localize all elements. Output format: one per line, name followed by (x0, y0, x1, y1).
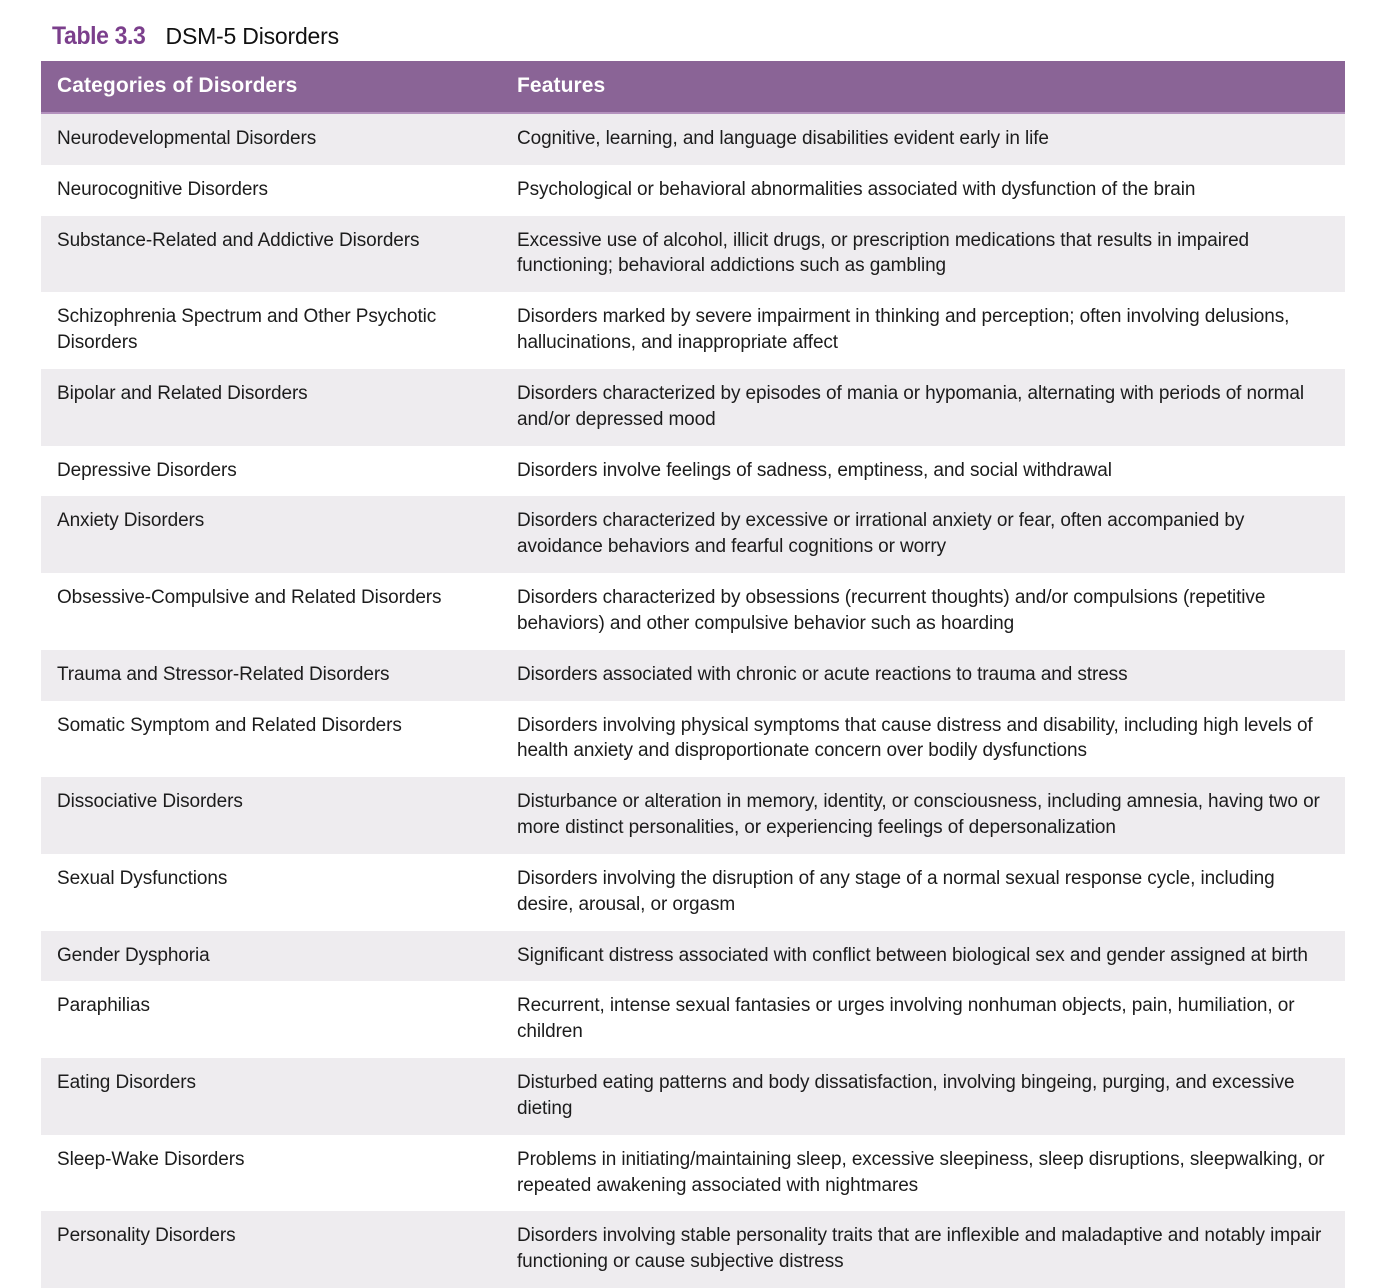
cell-features: Disorders characterized by excessive or irrational anxiety or fear, often accompanied by avoidance behaviors and fearful cognitions or worry (503, 496, 1345, 573)
table-row (41, 1135, 1345, 1212)
cell-category: Obsessive-Compulsive and Related Disorders (41, 573, 503, 650)
table-row (41, 1058, 1345, 1135)
table-row (41, 777, 1345, 854)
cell-features: Disorders involving the disruption of any stage of a normal sexual response cycle, including desire, arousal, or orgasm (503, 854, 1345, 931)
cell-category: Dissociative Disorders (41, 777, 503, 854)
table-row (41, 113, 1345, 165)
table-row (41, 701, 1345, 778)
cell-category: Somatic Symptom and Related Disorders (41, 701, 503, 778)
cell-category: Gender Dysphoria (41, 931, 503, 982)
table-row (41, 981, 1345, 1058)
cell-category: Sleep-Wake Disorders (41, 1135, 503, 1212)
cell-category: Paraphilias (41, 981, 503, 1058)
table-row (41, 446, 1345, 497)
table-row (41, 496, 1345, 573)
cell-category: Schizophrenia Spectrum and Other Psychotic Disorders (41, 292, 503, 369)
cell-category: Personality Disorders (41, 1211, 503, 1288)
cell-features: Significant distress associated with conflict between biological sex and gender assigned at birth (503, 931, 1345, 982)
cell-features: Disturbed eating patterns and body dissatisfaction, involving bingeing, purging, and excessive dieting (503, 1058, 1345, 1135)
table-row (41, 854, 1345, 931)
page-title: DSM-5 Disorders (165, 23, 339, 49)
cell-features: Disorders associated with chronic or acute reactions to trauma and stress (503, 650, 1345, 701)
cell-features: Disorders involve feelings of sadness, emptiness, and social withdrawal (503, 446, 1345, 497)
table-row (41, 292, 1345, 369)
cell-features: Recurrent, intense sexual fantasies or urges involving nonhuman objects, pain, humiliation, or children (503, 981, 1345, 1058)
cell-category: Eating Disorders (41, 1058, 503, 1135)
cell-features: Problems in initiating/maintaining sleep, excessive sleepiness, sleep disruptions, sleepwalking, or repeated awakening associated with nightmares (503, 1135, 1345, 1212)
table-row (41, 650, 1345, 701)
cell-features: Psychological or behavioral abnormalities associated with dysfunction of the brain (503, 165, 1345, 216)
table-number-label: Table 3.3 (52, 22, 146, 50)
table-row (41, 369, 1345, 446)
cell-features: Disorders marked by severe impairment in thinking and perception; often involving delusions, hallucinations, and inappropriate affect (503, 292, 1345, 369)
table-row (41, 216, 1345, 293)
column-header-categories: Categories of Disorders (41, 61, 503, 113)
table-header (41, 61, 1345, 113)
cell-category: Sexual Dysfunctions (41, 854, 503, 931)
cell-category: Depressive Disorders (41, 446, 503, 497)
cell-category: Neurocognitive Disorders (41, 165, 503, 216)
cell-features: Excessive use of alcohol, illicit drugs, or prescription medications that results in impaired functioning; behavioral addictions such as gambling (503, 216, 1345, 293)
table-row (41, 1211, 1345, 1288)
table-caption (0, 0, 1386, 61)
cell-category: Neurodevelopmental Disorders (41, 113, 503, 165)
table-row (41, 931, 1345, 982)
cell-features: Cognitive, learning, and language disabilities evident early in life (503, 113, 1345, 165)
table-body (41, 113, 1345, 1288)
cell-category: Substance-Related and Addictive Disorders (41, 216, 503, 293)
table-row (41, 573, 1345, 650)
table-row (41, 165, 1345, 216)
cell-features: Disorders involving stable personality traits that are inflexible and maladaptive and notably impair functioning or cause subjective distress (503, 1211, 1345, 1288)
cell-features: Disorders characterized by episodes of mania or hypomania, alternating with periods of normal and/or depressed mood (503, 369, 1345, 446)
cell-category: Trauma and Stressor-Related Disorders (41, 650, 503, 701)
cell-category: Anxiety Disorders (41, 496, 503, 573)
cell-features: Disorders involving physical symptoms that cause distress and disability, including high levels of health anxiety and disproportionate concern over bodily dysfunctions (503, 701, 1345, 778)
dsm-disorders-table (41, 61, 1345, 1288)
table-container (41, 61, 1345, 1288)
table-header-row (41, 61, 1345, 113)
cell-category: Bipolar and Related Disorders (41, 369, 503, 446)
cell-features: Disorders characterized by obsessions (recurrent thoughts) and/or compulsions (repetitive behaviors) and other compulsive behavior such as hoarding (503, 573, 1345, 650)
cell-features: Disturbance or alteration in memory, identity, or consciousness, including amnesia, having two or more distinct personalities, or experiencing feelings of depersonalization (503, 777, 1345, 854)
column-header-features: Features (503, 61, 1345, 113)
